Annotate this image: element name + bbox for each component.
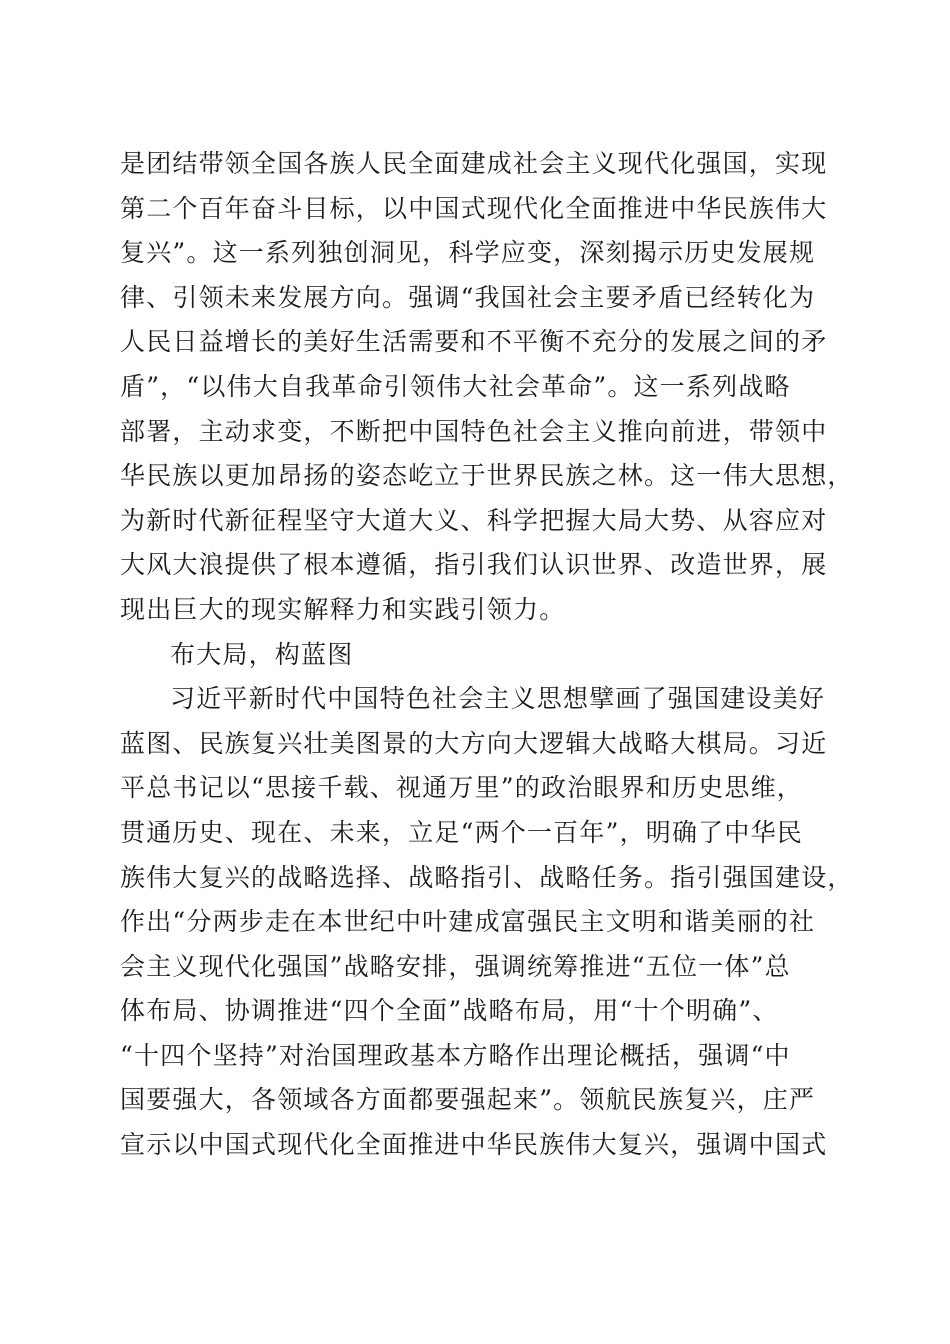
text-line: 大风大浪提供了根本遵循，指引我们认识世界、改造世界，展 xyxy=(120,550,828,580)
text-line: 盾”，“以伟大自我革命引领伟大社会革命”。这一系列战略 xyxy=(120,371,791,401)
text-line: 宣示以中国式现代化全面推进中华民族伟大复兴，强调中国式 xyxy=(120,1130,828,1160)
text-line: 人民日益增长的美好生活需要和不平衡不充分的发展之间的矛 xyxy=(120,327,828,357)
text-line: 体布局、协调推进“四个全面”战略布局，用“十个明确”、 xyxy=(120,996,779,1026)
text-line: 作出“分两步走在本世纪中叶建成富强民主文明和谐美丽的社 xyxy=(120,907,816,937)
text-line: 贯通历史、现在、未来，立足“两个一百年”，明确了中华民 xyxy=(120,817,803,847)
text-line: 族伟大复兴的战略选择、战略指引、战略任务。指引强国建设， xyxy=(120,862,854,892)
text-line: 律、引领未来发展方向。强调“我国社会主要矛盾已经转化为 xyxy=(120,282,816,312)
text-line: “十四个坚持”对治国理政基本方略作出理论概括，强调“中 xyxy=(120,1040,791,1070)
text-line: 蓝图、民族复兴壮美图景的大方向大逻辑大战略大棋局。习近 xyxy=(120,728,828,758)
text-line: 是团结带领全国各族人民全面建成社会主义现代化强国，实现 xyxy=(120,149,828,178)
text-line: 第二个百年奋斗目标，以中国式现代化全面推进中华民族伟大 xyxy=(120,193,828,223)
text-line: 复兴”。这一系列独创洞见，科学应变，深刻揭示历史发展规 xyxy=(120,238,816,268)
section-heading: 布大局，构蓝图 xyxy=(170,639,354,669)
paragraph-first-line: 习近平新时代中国特色社会主义思想擘画了强国建设美好 xyxy=(170,684,826,714)
text-line: 平总书记以“思接千载、视通万里”的政治眼界和历史思维， xyxy=(120,773,803,803)
text-line: 国要强大，各领域各方面都要强起来”。领航民族复兴，庄严 xyxy=(120,1085,816,1115)
text-line: 现出巨大的现实解释力和实践引领力。 xyxy=(120,594,566,624)
body-text xyxy=(120,142,854,1168)
text-line: 华民族以更加昂扬的姿态屹立于世界民族之林。这一伟大思想， xyxy=(120,461,854,491)
text-line: 为新时代新征程坚守大道大义、科学把握大局大势、从容应对 xyxy=(120,505,828,535)
text-line: 会主义现代化强国”战略安排，强调统筹推进“五位一体”总 xyxy=(120,951,791,981)
text-line: 部署，主动求变，不断把中国特色社会主义推向前进，带领中 xyxy=(120,416,828,446)
